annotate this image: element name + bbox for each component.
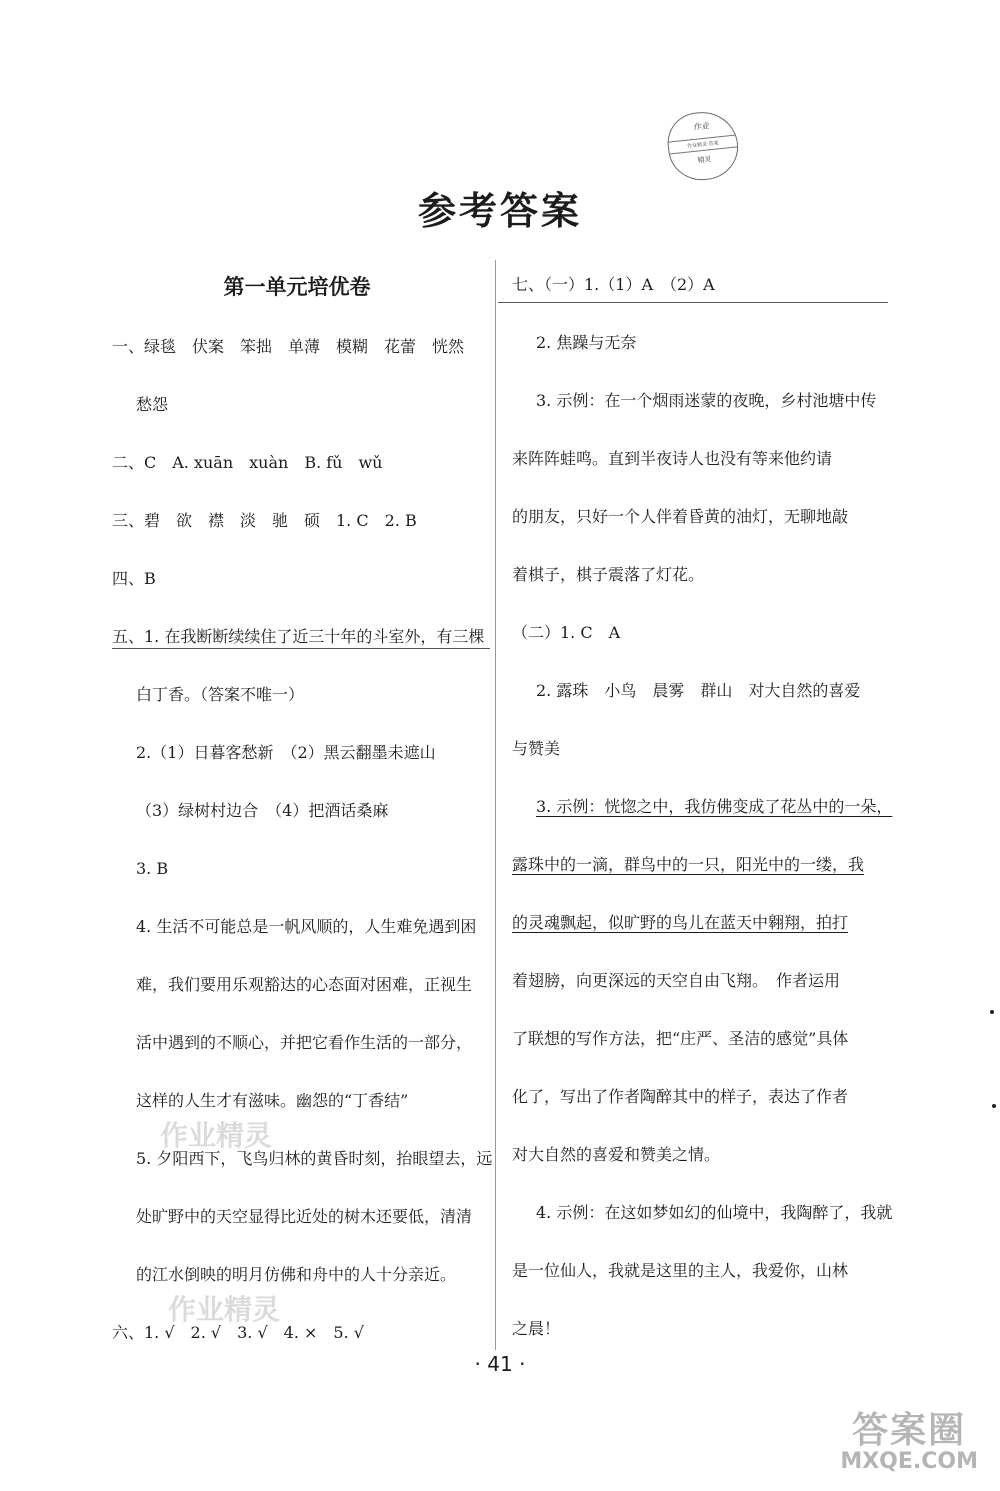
watermark-text: 作业精灵 [168,1293,281,1326]
answer-line: 了联想的写作方法，把“庄严、圣洁的感觉”具体 [512,1029,849,1048]
answer-line: 2. 露珠 小鸟 晨雾 群山 对大自然的喜爱 [536,681,861,700]
answer-line: 对大自然的喜爱和赞美之情。 [512,1145,721,1164]
answer-line: 难，我们要用乐观豁达的心态面对困难，正视生 [136,975,473,994]
answer-line: 4. 生活不可能总是一帆风顺的，人生难免遇到困 [136,917,477,936]
answer-line: 五、1. 在我断断续续住了近三十年的斗室外，有三棵 [112,627,485,646]
separator-line [112,648,490,649]
margin-dot [992,1104,996,1108]
stamp-seal [665,109,742,184]
column-divider [495,260,496,1350]
answer-line: 七、（一）1.（1）A （2）A [512,275,715,294]
answer-line: 愁怨 [136,395,169,414]
left-column [112,256,493,1362]
answer-line: 着棋子，棋子震落了灯花。 [512,565,705,584]
answer-line: （3）绿树村边合 （4）把酒话桑麻 [136,801,389,820]
logo-main-text: 答案圈 [852,1410,967,1451]
answer-line: 化了，写出了作者陶醉其中的样子，表达了作者 [512,1087,849,1106]
answer-line: 5. 夕阳西下，飞鸟归林的黄昏时刻，抬眼望去，远 [136,1149,493,1168]
margin-dot [990,1010,994,1014]
answer-line: 的江水倒映的明月仿佛和舟中的人十分亲近。 [136,1265,457,1284]
answer-line: 一、绿毯 伏案 笨拙 单薄 模糊 花蕾 恍然 [112,337,465,356]
answer-line-underlined: 3. 示例：恍惚之中，我仿佛变成了花丛中的一朵， [536,797,893,816]
answer-line: 与赞美 [512,739,561,758]
answer-line: 3. B [136,859,169,878]
answer-line: 2. 焦躁与无奈 [536,333,637,352]
logo-url-text: MXQE.COM [840,1449,978,1474]
answer-line: 活中遇到的不顺心，并把它看作生活的一部分， [136,1033,473,1052]
right-column [512,256,893,1358]
section-title: 第一单元培优卷 [223,275,371,299]
answer-line: 4. 示例：在这如梦如幻的仙境中，我陶醉了，我就 [536,1203,893,1222]
answer-line: 来阵阵蛙鸣。直到半夜诗人也没有等来他约请 [512,449,833,468]
answer-line: 的朋友，只好一个人伴着昏黄的油灯，无聊地敲 [512,507,849,526]
answer-line: 着翅膀，向更深远的天空自由飞翔。 作者运用 [512,971,841,990]
answer-line: 三、碧 欲 襟 淡 驰 硕 1. C 2. B [112,511,417,530]
answer-line: 二、C A. xuān xuàn B. fǔ wǔ [112,453,383,472]
page-title: 参考答案 [417,189,582,233]
answer-line: 是一位仙人，我就是这里的主人，我爱你，山林 [512,1261,849,1280]
answer-line-underlined: 露珠中的一滴，群鸟中的一只，阳光中的一缕，我 [512,855,865,874]
watermark-text: 作业精灵 [160,1119,273,1152]
stamp-line-3: 精灵 [697,155,712,165]
answer-line: 四、B [112,569,156,588]
answer-line: 白丁香。（答案不唯一） [136,685,305,704]
answer-line: 处旷野中的天空显得比近处的树木还要低，清清 [136,1207,473,1226]
answer-line: 这样的人生才有滋味。幽怨的“丁香结” [136,1091,409,1110]
stamp-line-2: 作业精灵·答案 [668,134,737,154]
answer-line-underlined: 的灵魂飘起，似旷野的鸟儿在蓝天中翱翔，拍打 [512,913,849,932]
stamp-line-1: 作业 [692,121,710,132]
answer-line: 3. 示例：在一个烟雨迷蒙的夜晚，乡村池塘中传 [536,391,877,410]
site-logo-watermark [840,1402,978,1474]
answer-line: 六、1. √ 2. √ 3. √ 4. × 5. √ [112,1323,364,1342]
answer-line: （二）1. C A [512,623,621,642]
page-number: · 41 · [474,1352,526,1376]
answer-line: 之晨！ [512,1319,561,1338]
answer-line: 2.（1）日暮客愁新 （2）黑云翻墨未遮山 [136,743,436,762]
